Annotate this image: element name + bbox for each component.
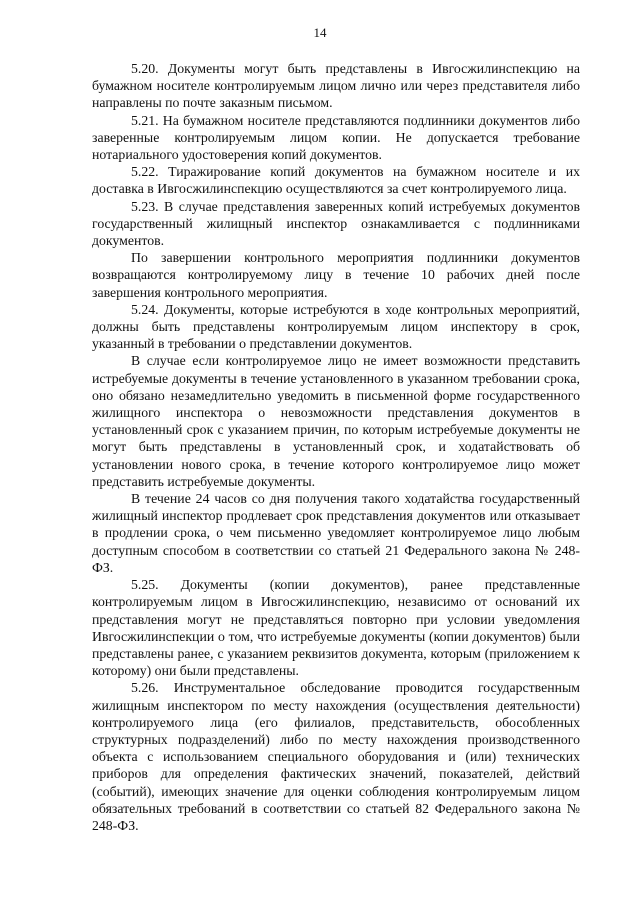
- paragraph-5-20: 5.20. Документы могут быть представлены в Ивгосжилинспекцию на бумажном носителе контролируемым лицом лично или через представителя либо направлены по почте заказным письмом.: [92, 61, 580, 111]
- paragraph-5-24-delay: В случае если контролируемое лицо не имеет возможности представить истребуемые документы в течение установленного в указанном требовании срока, оно обязано незамедлительно уведомить в письменной форме государственного жилищного инспектора о невозможности представления документов в установленный срок с указанием причин, по которым истребуемые документы не могут быть представлены в установленный срок, и ходатайствовать об установлении нового срока, в течение которого контролируемое лицо может представить истребуемые документы.: [92, 353, 580, 489]
- paragraph-5-23: 5.23. В случае представления заверенных копий истребуемых документов государственный жилищный инспектор ознакамливается с подлинниками документов.: [92, 198, 580, 249]
- document-body: [92, 60, 580, 834]
- page-number: 14: [313, 25, 327, 40]
- paragraph-5-22: 5.22. Тиражирование копий документов на бумажном носителе и их доставка в Ивгосжилинспекцию осуществляются за счет контролируемого лица.: [92, 164, 580, 197]
- paragraph-5-24-extension: В течение 24 часов со дня получения такого ходатайства государственный жилищный инспектор продлевает срок представления документов или отказывает в продлении срока, о чем письменно уведомляет контролируемое лицо любым доступным способом в соответствии со статьей 21 Федерального закона № 248-ФЗ.: [92, 491, 580, 575]
- paragraph-5-21: 5.21. На бумажном носителе представляются подлинники документов либо заверенные контролируемым лицом копии. Не допускается требование нотариального удостоверения копий документов.: [92, 112, 580, 163]
- paragraph-5-23-return: По завершении контрольного мероприятия подлинники документов возвращаются контролируемому лицу в течение 10 рабочих дней после завершения контрольного мероприятия.: [92, 250, 580, 300]
- paragraph-5-25: 5.25. Документы (копии документов), ранее представленные контролируемым лицом в Ивгосжилинспекцию, независимо от оснований их представления могут не представляться повторно при условии уведомления Ивгосжилинспекции о том, что истребуемые документы (копии документов) были представлены ранее, с указанием реквизитов документа, которым (приложением к которому) они были представлены.: [92, 577, 580, 679]
- paragraph-5-26: 5.26. Инструментальное обследование проводится государственным жилищным инспектором по месту нахождения (осуществления деятельности) контролируемого лица (его филиалов, представительств, обособленных структурных подразделений) либо по месту нахождения производственного объекта с использованием специального оборудования и (или) технических приборов для определения фактических значений, показателей, действий (событий), имеющих значение для оценки соблюдения контролируемым лицом обязательных требований в соответствии со статьей 82 Федерального закона № 248-ФЗ.: [92, 680, 580, 833]
- paragraph-5-24: 5.24. Документы, которые истребуются в ходе контрольных мероприятий, должны быть представлены контролируемым лицом инспектору в срок, указанный в требовании о представлении документов.: [92, 301, 580, 352]
